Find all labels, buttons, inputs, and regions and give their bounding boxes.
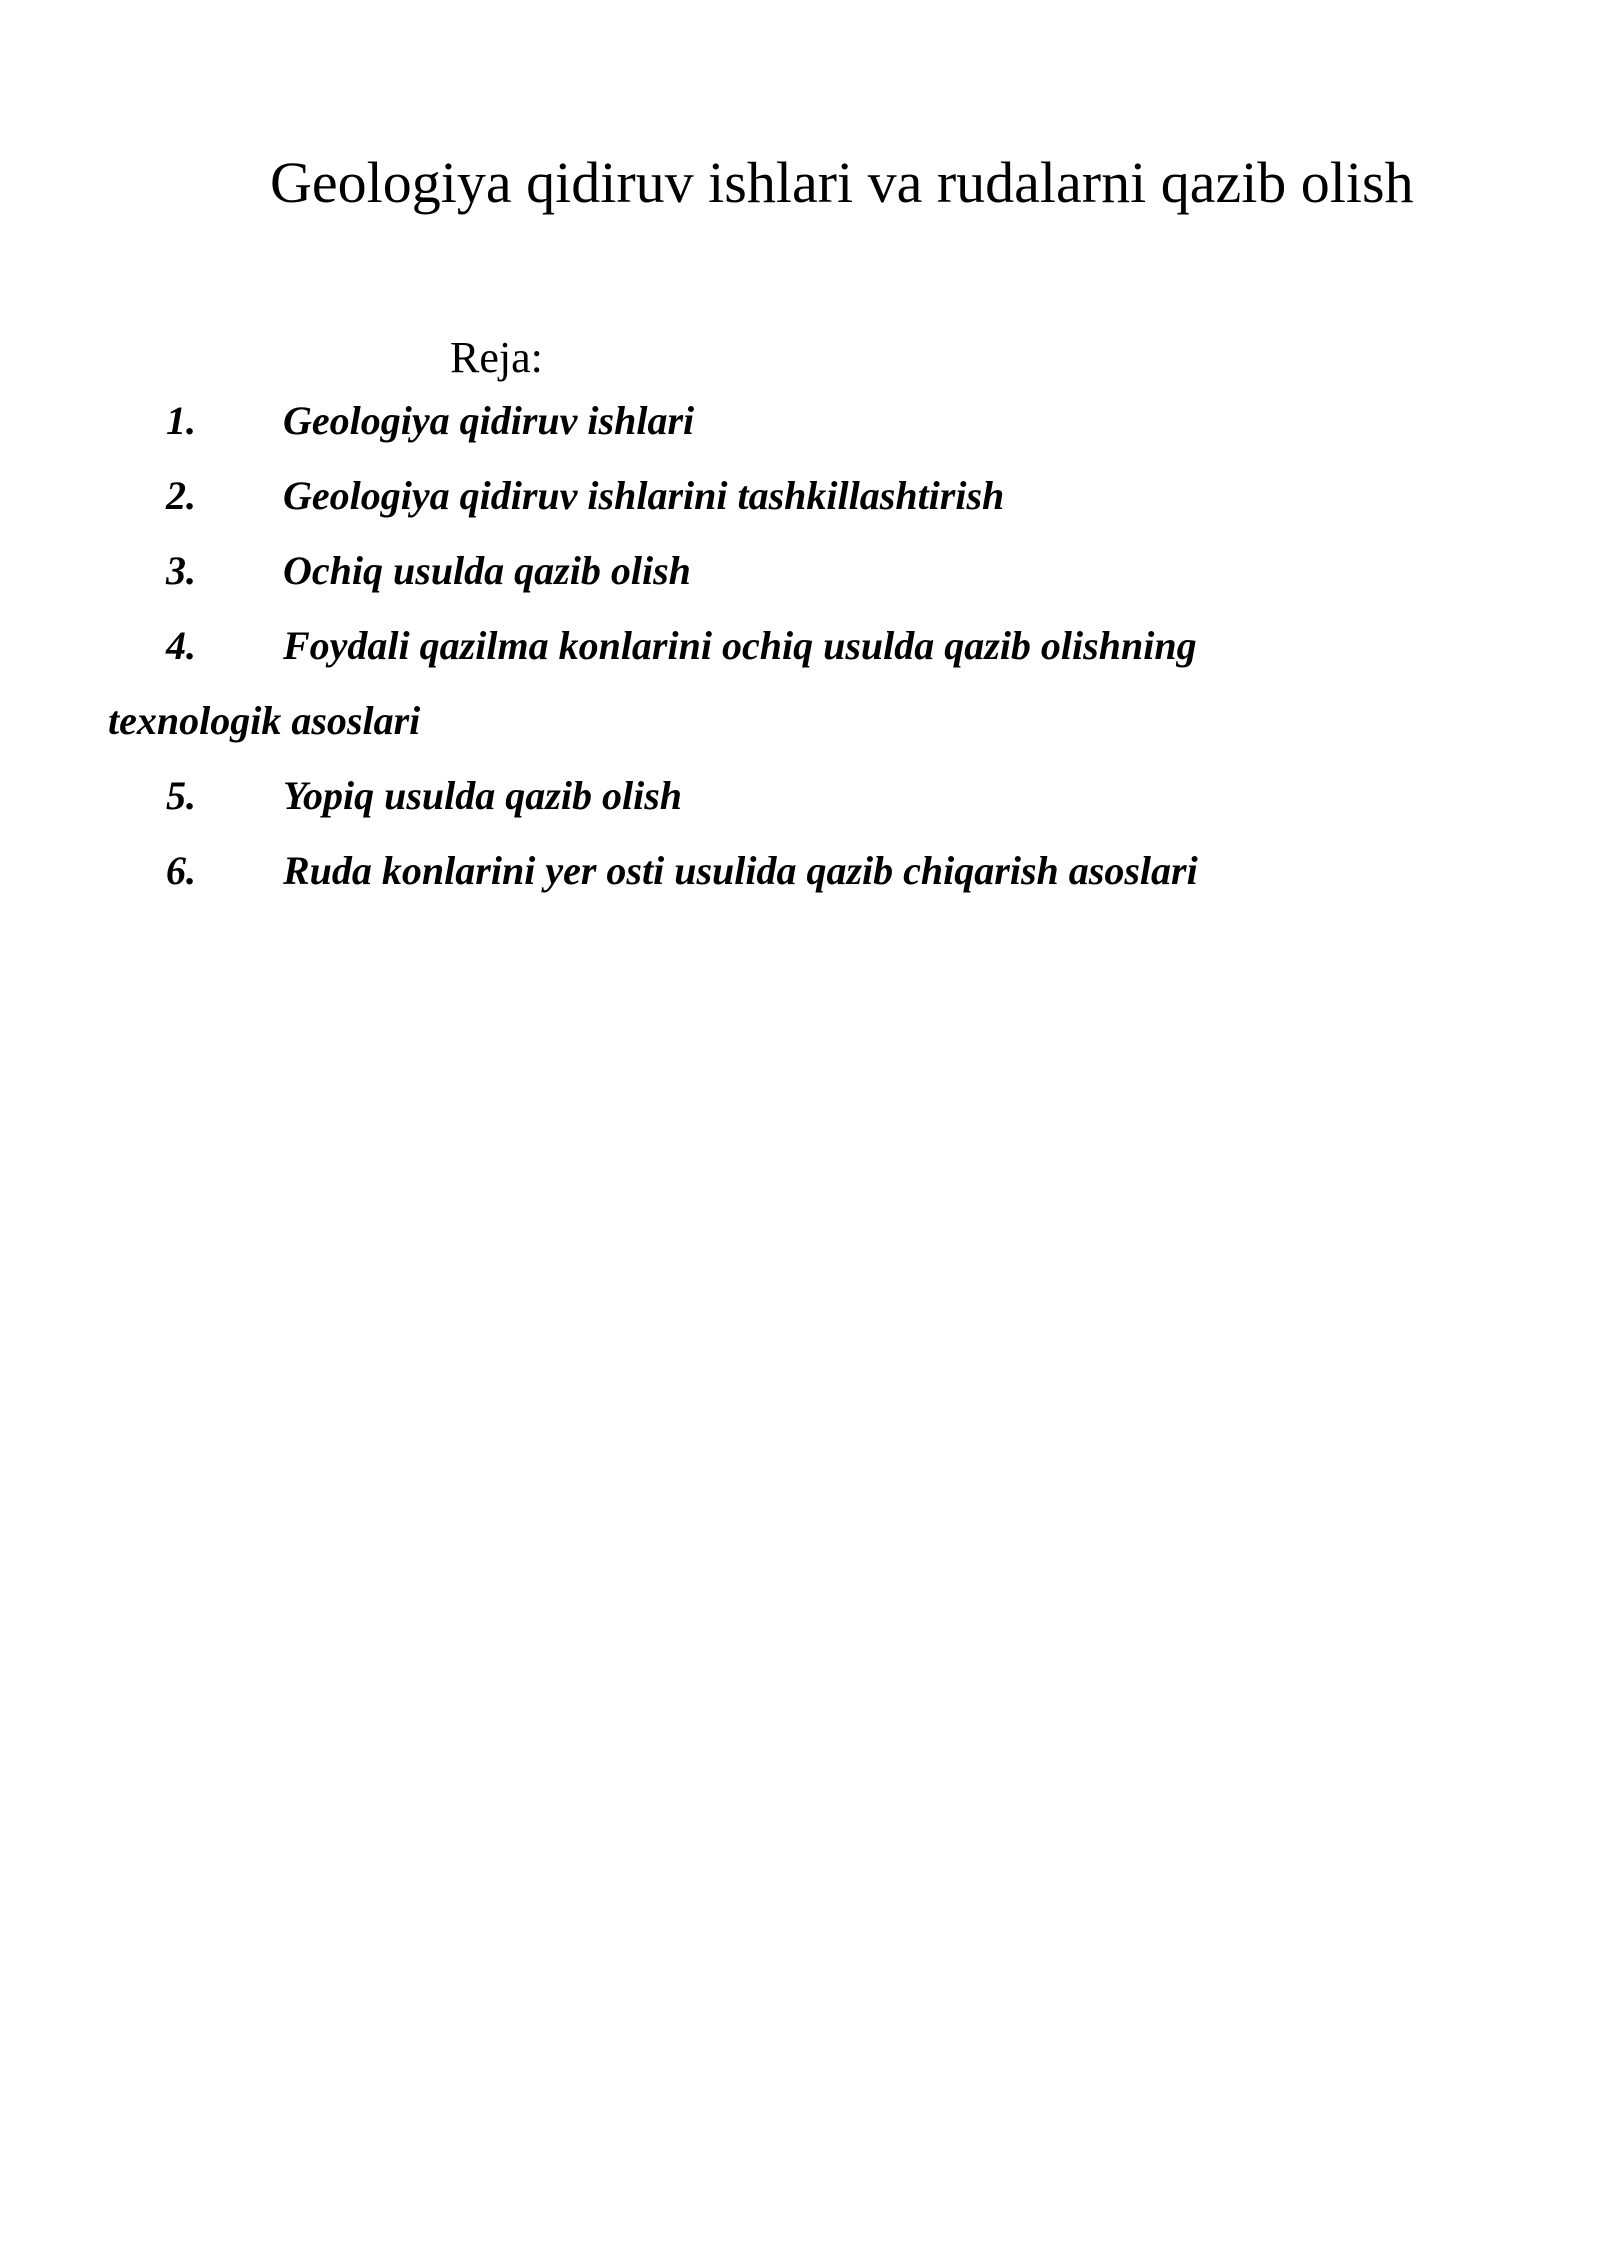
plan-item-number: 5. xyxy=(166,773,196,818)
plan-item-text: Yopiq usulda qazib olish xyxy=(283,773,683,818)
plan-item-3 xyxy=(108,533,1338,608)
plan-list xyxy=(108,383,1338,908)
plan-item-5 xyxy=(108,758,1338,833)
plan-item-1 xyxy=(108,383,1338,458)
plan-heading: Reja: xyxy=(450,333,543,382)
plan-item-text: Ruda konlarini yer osti usulida qazib chiqarish asoslari xyxy=(283,848,1198,893)
plan-item-2 xyxy=(108,458,1338,533)
plan-item-number: 4. xyxy=(166,623,196,668)
plan-item-number: 2. xyxy=(166,473,196,518)
plan-item-text: Foydali qazilma konlarini ochiq usulda qazib olishning texnologik asoslari xyxy=(108,623,1197,743)
plan-item-4 xyxy=(108,608,1338,758)
document-title: Geologiya qidiruv ishlari va rudalarni qazib olish xyxy=(270,150,1414,215)
plan-item-text: Geologiya qidiruv ishlarini tashkillashtirish xyxy=(283,473,1005,518)
plan-item-text: Geologiya qidiruv ishlari xyxy=(283,398,695,443)
plan-item-number: 1. xyxy=(166,398,196,443)
plan-item-number: 3. xyxy=(166,548,196,593)
plan-item-text: Ochiq usulda qazib olish xyxy=(283,548,691,593)
plan-item-6 xyxy=(108,833,1338,908)
plan-item-number: 6. xyxy=(166,848,196,893)
